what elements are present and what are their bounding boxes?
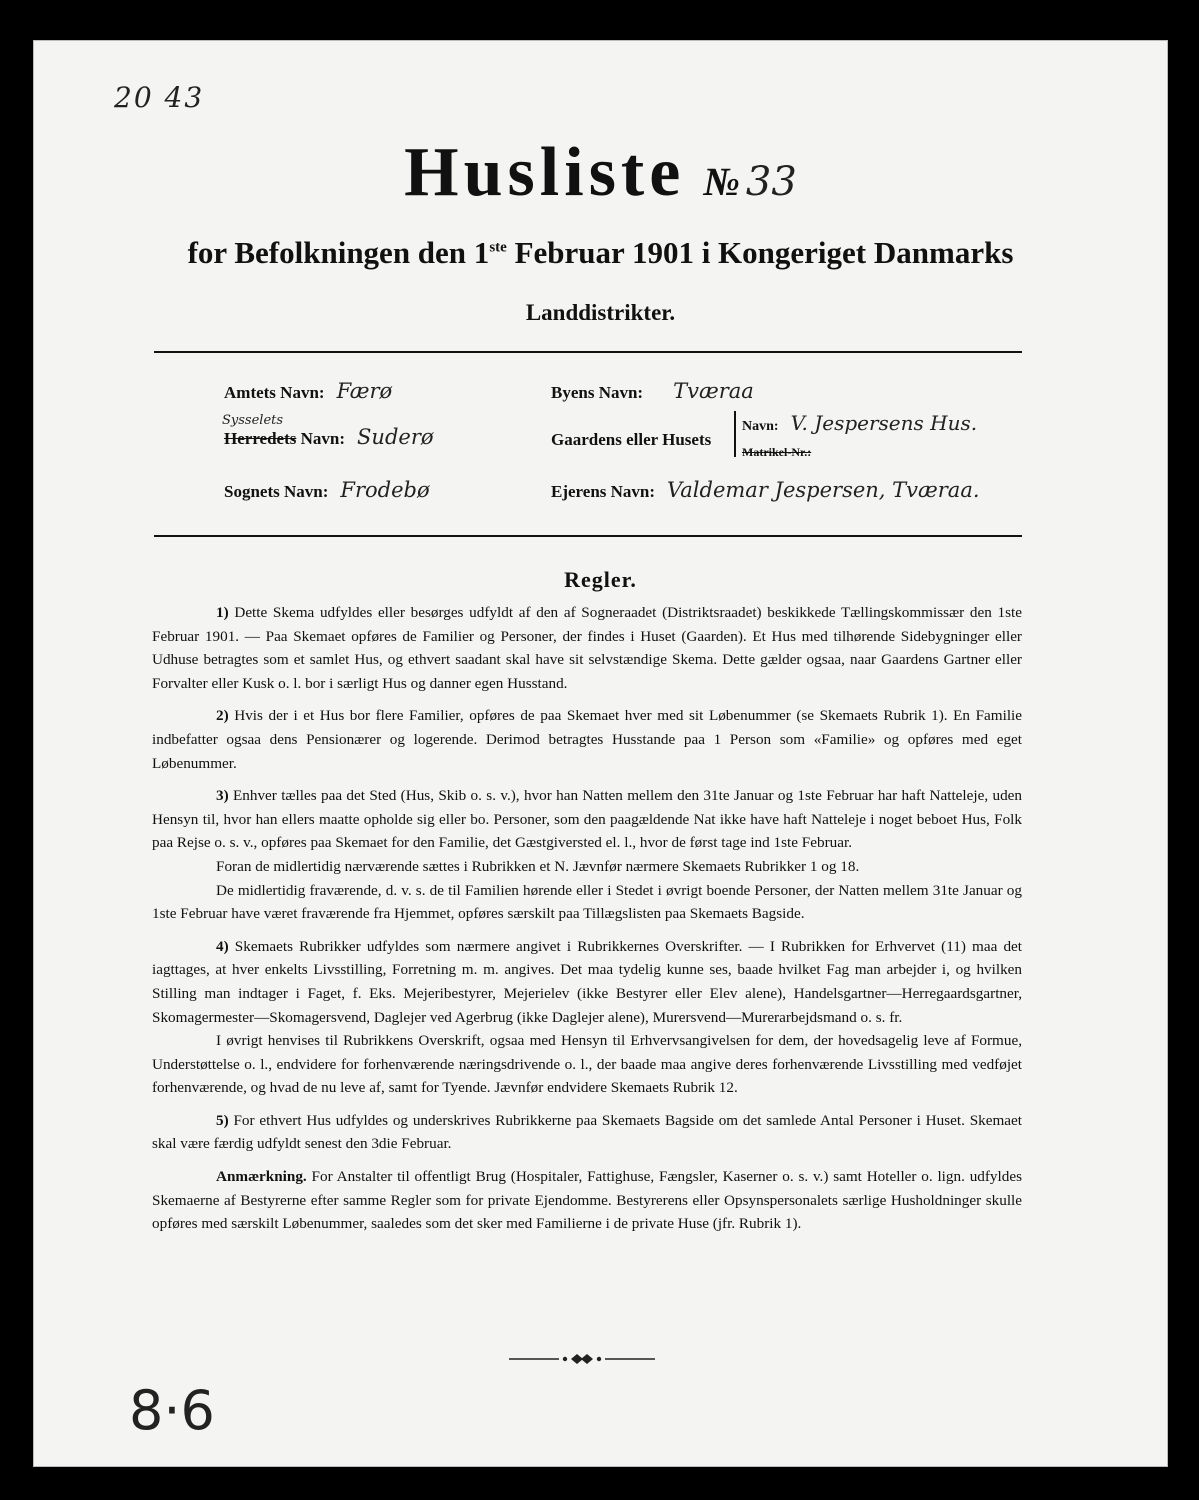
rule-text: Foran de midlertidig nærværende sættes i Rubrikken et N. Jævnfør nærmere Skemaets Rubrikker 1 og 18. (216, 857, 860, 875)
bracket (734, 411, 736, 457)
sogn-value: Frodebø (340, 478, 430, 502)
navn-label: Navn: (742, 419, 779, 434)
rule-text: Skemaets Rubrikker udfyldes som nærmere angivet i Rubrikkernes Overskrifter. — I Rubrikken for Erhvervet (11) maa det iagttages, at hver enkelts Livsstilling, Forretning m. m. angives. Det maa tydelig kunne ses, baade hvilket Fag man arbejder i, og hvilken Stilling man indtager i Faget, f. Eks. Mejeribestyrer, Mejerielev (ikke Bestyrer eller Elev alene), Handelsgartner—Herregaardsgartner, Skomagermester—Skomagersvend, Daglejer ved Agerbrug (ikke Daglejer alene), Murersvend—Murerarbejdsmand o. s. fr. (152, 937, 1022, 1026)
rules-body (152, 601, 1022, 1245)
herred-suffix: Navn: (300, 429, 346, 448)
rule-number: 2) (216, 707, 229, 725)
navn-field (742, 411, 977, 435)
pencil-note: 8·6 (129, 1379, 215, 1442)
herred-field (222, 413, 434, 449)
rule-text: Dette Skema udfyldes eller besørges udfyldt af den af Sogneraadet (Distriktsraadet) beskikkede Tællingskommissær den 1ste Februar 1901. — Paa Skemaet opføres de Familier og Personer, der findes i Huset (Gaarden). Et Hus med tilhørende Sidebygninger eller Udhuse betragtes som et samlet Hus, og ethvert saadant skal have sit selvstændige Skema. Dette gælder ogsaa, naar Gaardens Gartner eller Forvalter eller Kusk o. l. bor i særligt Hus og danner egen Husstand. (152, 604, 1022, 692)
rule-text: De midlertidig fraværende, d. v. s. de til Familien hørende eller i Stedet i øvrigt boende Personer, der Natten mellem 31te Januar og 1ste Februar have været fraværende fra Hjemmet, opføres særskilt paa Tillægslisten paa Skemaets Bagside. (152, 881, 1022, 923)
rule-number: Anmærkning. (216, 1168, 307, 1186)
subtitle-sup: ste (489, 239, 507, 256)
ejer-value: Valdemar Jespersen, Tværaa. (667, 478, 980, 502)
rule-paragraph (152, 935, 1022, 1029)
rule-paragraph (152, 1165, 1022, 1236)
ejer-label: Ejerens Navn: (551, 482, 656, 501)
subtitle-pre: for Befolkningen den 1 (187, 235, 490, 270)
rule-text: For Anstalter til offentligt Brug (Hospitaler, Fattighuse, Fængsler, Kaserner o. s. v.) samt Hoteller o. lign. udfyldes Skemaerne af Bestyrerne efter samme Regler som for private Ejendomme. Bestyrerens eller Opsynspersonalets særlige Husholdninger skulle opføres med særskilt Løbenummer, saaledes som det sker med Familierne i de private Huse (jfr. Rubrik 1). (152, 1168, 1022, 1233)
rule-paragraph (152, 855, 1022, 879)
rule-text: Enhver tælles paa det Sted (Hus, Skib o. s. v.), hvor han Natten mellem den 31te Januar og 1ste Februar har haft Natteleje, uden Hensyn til, hvor han ellers maatte opholde sig eller bo. Personer, som den paagældende Nat ikke have haft Natteleje i noget beboet Hus, Folk paa Rejse o. s. v., opføres paa Skemaet for den Familie, det Gæstgiversted el. l., hvor de først tage ind 1ste Februar. (152, 787, 1022, 852)
rule-paragraph (152, 601, 1022, 695)
rule-number: 5) (216, 1111, 229, 1129)
herred-value: Suderø (357, 425, 434, 449)
herred-label-wrap (222, 413, 297, 449)
district-heading: Landdistrikter. (525, 300, 676, 325)
number-label: № (703, 159, 740, 204)
form-number: 33 (745, 159, 797, 205)
by-field (551, 379, 754, 403)
top-rule (154, 351, 1022, 353)
ejer-field (551, 478, 980, 502)
rule-paragraph (152, 704, 1022, 775)
form-title: Husliste (404, 134, 686, 211)
form-subtitle (34, 235, 1167, 271)
amt-field (224, 379, 392, 403)
subtitle-post: Februar 1901 i Kongeriget Danmarks (506, 235, 1014, 270)
herred-correction: Sysselets (222, 413, 284, 428)
bottom-rule (154, 535, 1022, 537)
rule-number: 3) (216, 787, 229, 805)
rule-number: 1) (216, 604, 229, 621)
rule-text: For ethvert Hus udfyldes og underskrives Rubrikkerne paa Skemaets Bagside om det samlede Antal Personer i Huset. Skemaet skal være færdig udfyldt senest den 3die Februar. (152, 1111, 1022, 1153)
gaard-label: Gaardens eller Husets (551, 430, 712, 449)
sogn-label: Sognets Navn: (224, 482, 329, 501)
rules-title: Regler. (564, 567, 637, 592)
rule-paragraph (152, 879, 1022, 926)
rule-paragraph (152, 1109, 1022, 1156)
by-label: Byens Navn: (551, 383, 644, 402)
rule-paragraph (152, 1029, 1022, 1100)
census-form-sheet (33, 40, 1168, 1467)
amt-label: Amtets Navn: (224, 383, 325, 402)
archive-number: 20 43 (114, 81, 205, 114)
rule-number: 4) (216, 937, 229, 955)
rule-paragraph (152, 784, 1022, 855)
amt-value: Færø (336, 379, 393, 403)
navn-value: V. Jespersens Hus. (790, 411, 978, 435)
rule-text: Hvis der i et Hus bor flere Familier, opføres de paa Skemaet hver med sit Løbenummer (se Skemaets Rubrik 1). En Familie indbefatter ogsaa dens Pensionærer og logerende. Derimod betragtes Husstande paa 1 Person som «Familie» og opføres med eget Løbenummer. (152, 707, 1022, 772)
ornament-divider (509, 1349, 655, 1369)
herred-label: Herredets (224, 429, 297, 448)
matrikel-label: Matrikel-Nr.: (742, 445, 812, 459)
by-value: Tværaa (673, 379, 754, 403)
rule-text: I øvrigt henvises til Rubrikkens Overskrift, ogsaa med Hensyn til Erhvervsangivelsen for dem, der hovedsagelig leve af Formue, Understøttelse o. l., endvidere for forhenværende næringsdrivende o. l., der baade maa angive deres forhenværende Livsstilling med vedføjet forhenværende, og hvad de nu leve af, samt for Tyende. Jævnfør endvidere Skemaets Rubrik 12. (152, 1032, 1022, 1097)
title-row (34, 133, 1167, 213)
sogn-field (224, 478, 430, 502)
